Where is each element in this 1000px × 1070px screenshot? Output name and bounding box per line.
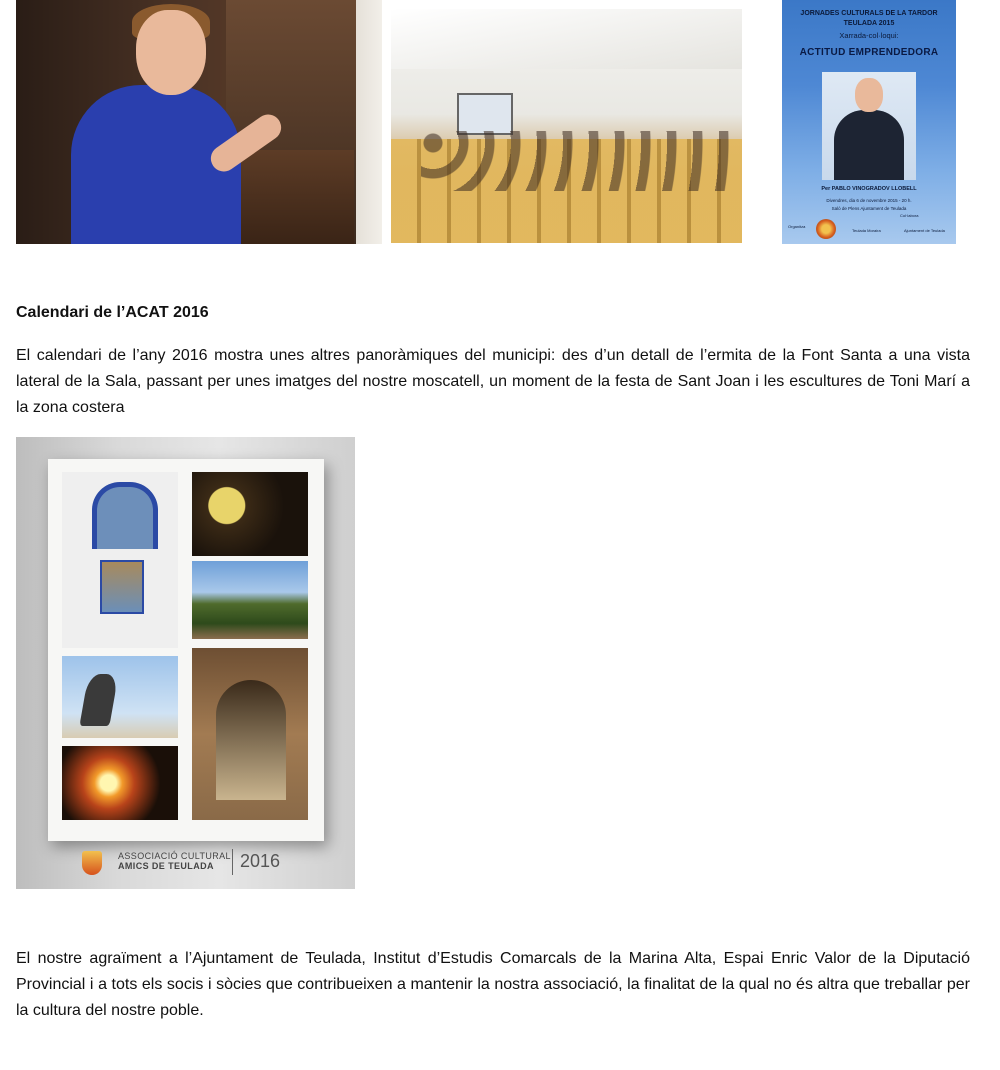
poster-organitza: Organitza [788, 224, 806, 229]
poster-venue: Saló de Plens Ajuntament de Teulada [831, 206, 907, 211]
auditorium-ceiling [391, 9, 742, 69]
brand-line2: AMICS DE TEULADA [118, 861, 214, 871]
speaker-photo [16, 0, 382, 244]
brand-divider [232, 849, 233, 875]
association-seal-icon [816, 219, 836, 239]
calendar-cover-photo [16, 437, 355, 889]
poster-logo-ajuntament: Ajuntament de Teulada [904, 228, 945, 233]
calendar-tile-sculptures [62, 656, 178, 738]
poster-headline: ACTITUD EMPRENDEDORA [799, 47, 939, 58]
portrait-head [855, 78, 883, 112]
auditorium-photo [391, 9, 742, 243]
teulada-shield-icon [82, 851, 102, 875]
projection-screen [457, 93, 513, 135]
speaker-head [136, 10, 206, 95]
poster-subtitle: Xarrada-col·loqui: [839, 31, 899, 40]
audience [421, 131, 741, 191]
arcade-arch [216, 680, 286, 800]
poster-date-venue [782, 197, 956, 213]
poster-logos [782, 213, 956, 242]
brand-line1: ASSOCIACIÓ CULTURAL [118, 851, 231, 861]
calendar-tile-hermitage [62, 472, 178, 648]
event-poster [782, 0, 956, 244]
calendar-tile-vineyard [192, 561, 308, 639]
section-paragraph: El calendari de l’any 2016 mostra unes altres panoràmiques del municipi: des d’un detall de l’ermita de la Font Santa a una vista lateral de la Sala, passant per unes imatges del nostre moscatell, un moment de la festa de Sant Joan i les escultures de Toni Marí a la zona costera [16, 347, 970, 416]
sculpture [79, 674, 118, 726]
bell-arch [92, 482, 158, 549]
calendar-page [48, 459, 324, 841]
poster-author: Per PABLO VINOGRADOV LLOBELL [821, 186, 917, 192]
poster-col-labora: Col·labora [900, 213, 919, 218]
calendar-tile-arcade [192, 648, 308, 820]
calendar-tile-bonfire [62, 746, 178, 820]
calendar-tile-moscatell [192, 472, 308, 556]
poster-portrait [822, 72, 916, 180]
section-heading: Calendari de l’ACAT 2016 [16, 304, 209, 321]
calendar-brand-name [118, 851, 231, 871]
podium [234, 150, 354, 244]
closing-paragraph: El nostre agraïment a l’Ajuntament de Teulada, Institut d’Estudis Comarcals de la Marina Alta, Espai Enric Valor de la Diputació Provincial i a tots els socis i sòcies que contribueixen a mantenir la nostra associació, la finalitat de la qual no és altra que treballar per la cultura del nostre poble. [16, 950, 970, 1019]
calendar-brand [82, 847, 308, 877]
poster-logo-teulada-moraira: Teulada Moraira [852, 228, 881, 233]
poster-title-line1: JORNADES CULTURALS DE LA TARDOR [800, 10, 938, 17]
poster-date: Divendres, dia 6 de novembre 2015 - 20 h. [826, 198, 912, 203]
ceramic-tile [100, 560, 144, 614]
calendar-year: 2016 [240, 851, 281, 871]
portrait-jacket [834, 110, 904, 180]
poster-title-line2: TEULADA 2015 [843, 20, 895, 27]
